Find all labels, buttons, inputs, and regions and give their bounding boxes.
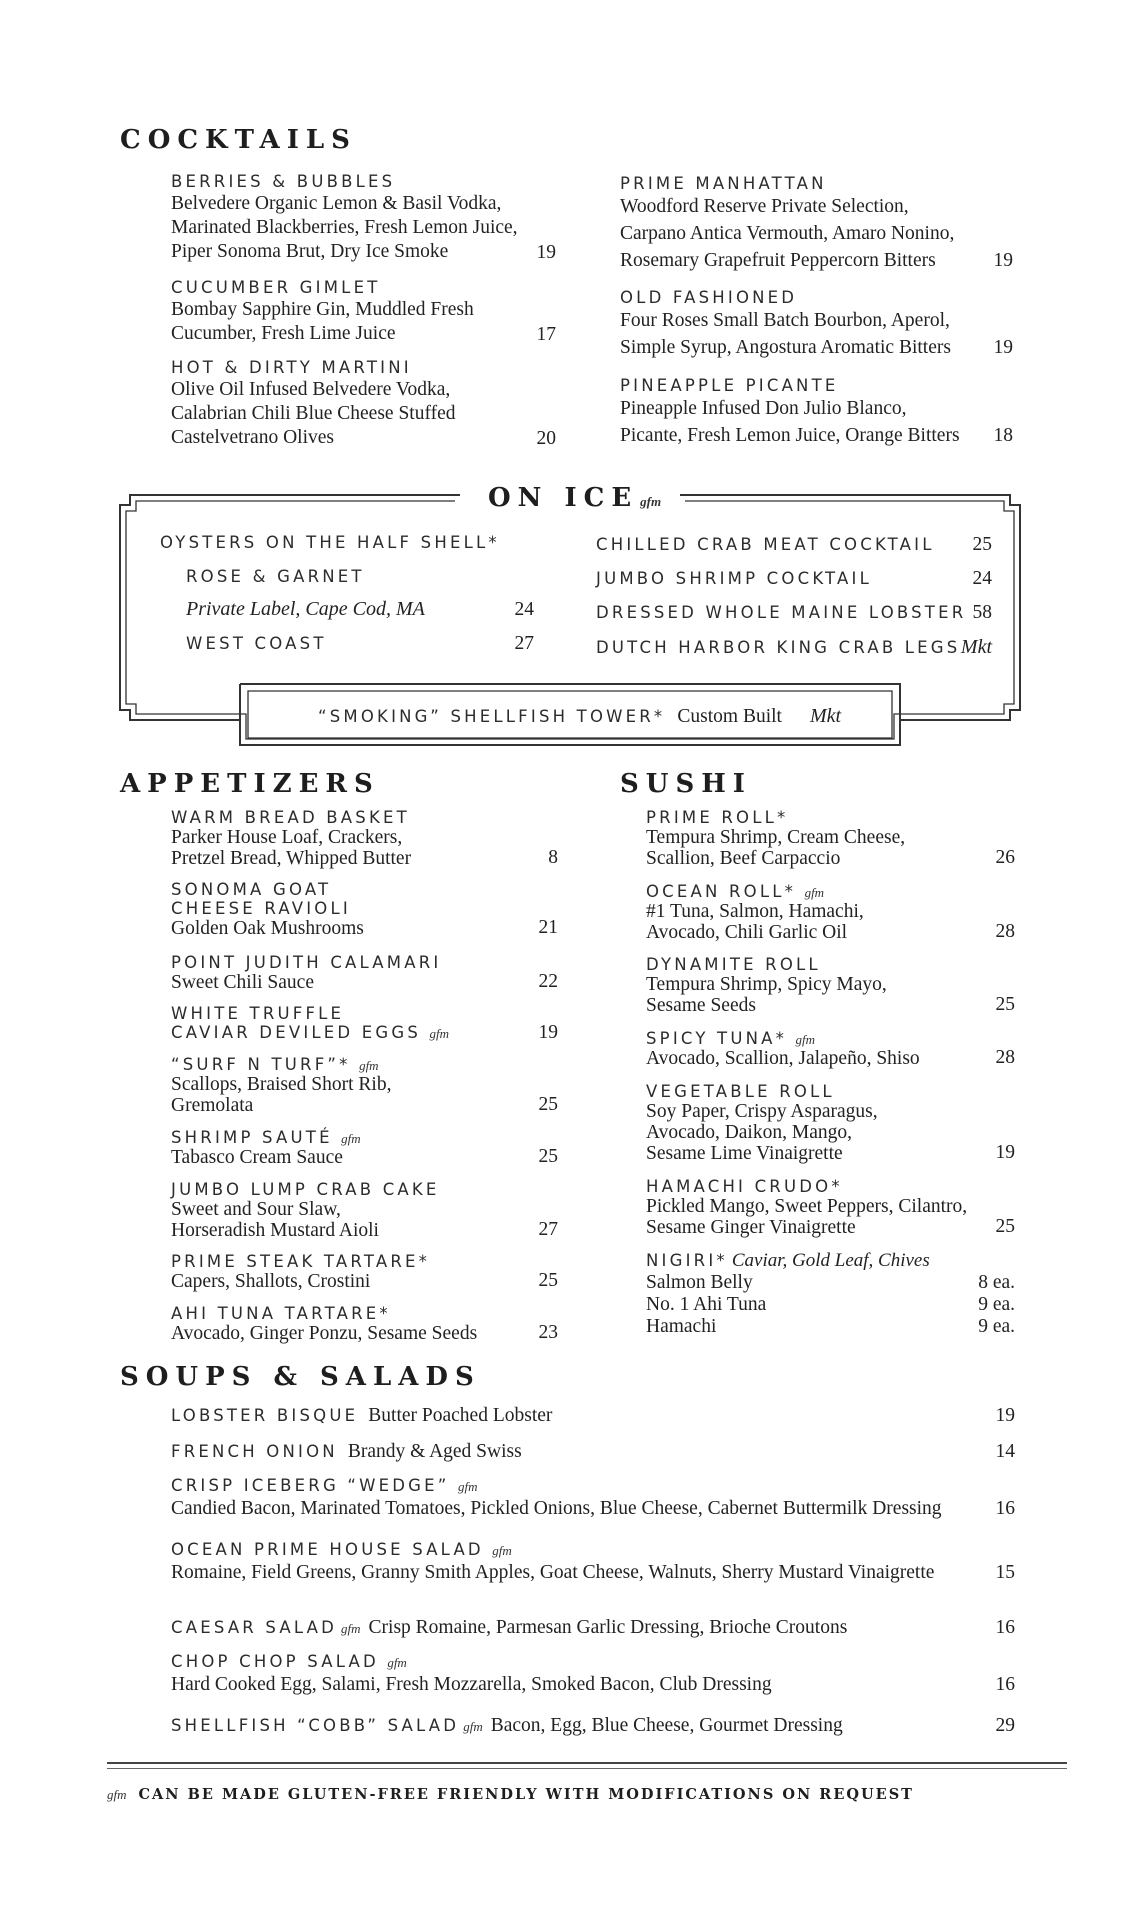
item-name: VEGETABLE ROLL: [646, 1082, 835, 1101]
item-name: “SURF N TURF”* gfm: [171, 1055, 379, 1074]
item-name: SONOMA GOAT: [171, 880, 332, 899]
gfm-mark: gfm: [640, 494, 662, 509]
item-price: 25: [995, 1216, 1015, 1237]
item-name: CUCUMBER GIMLET: [171, 278, 381, 297]
soup-item: [171, 1440, 1015, 1464]
sushi-item: [646, 1177, 1015, 1238]
item-desc: Bombay Sapphire Gin, Muddled Fresh Cucumber, Fresh Lime Juice: [171, 299, 474, 344]
item-price: 19: [538, 1022, 558, 1043]
soups-title: SOUPS & SALADS: [120, 1362, 481, 1392]
tower-desc: Custom Built: [677, 706, 782, 727]
item-price: 58: [972, 602, 992, 623]
appetizer-item: [171, 1128, 558, 1168]
item-desc: Romaine, Field Greens, Granny Smith Apples, Goat Cheese, Walnuts, Sherry Mustard Vinaigrette: [171, 1562, 935, 1583]
item-name: PRIME ROLL*: [646, 808, 789, 827]
item-name: SHRIMP SAUTÉ gfm: [171, 1128, 361, 1147]
item-desc: Four Roses Small Batch Bourbon, Aperol, Simple Syrup, Angostura Aromatic Bitters: [620, 310, 951, 358]
item-desc: Candied Bacon, Marinated Tomatoes, Pickled Onions, Blue Cheese, Cabernet Buttermilk Dressing: [171, 1498, 942, 1519]
item-name: BERRIES & BUBBLES: [171, 172, 396, 191]
gfm-mark: gfm: [429, 1026, 449, 1041]
item-desc: Belvedere Organic Lemon & Basil Vodka, Marinated Blackberries, Fresh Lemon Juice, Piper Sonoma Brut, Dry Ice Smoke: [171, 193, 518, 262]
appetizers-title: APPETIZERS: [120, 769, 380, 799]
item-price: 21: [538, 917, 558, 938]
nigiri-row: Salmon Belly 8 ea.: [646, 1272, 1015, 1293]
oysters-heading: OYSTERS ON THE HALF SHELL*: [160, 533, 500, 552]
item-price: 22: [538, 971, 558, 992]
item-desc: Woodford Reserve Private Selection, Carpano Antica Vermouth, Amaro Nonino, Rosemary Grapefruit Peppercorn Bitters: [620, 196, 955, 271]
appetizer-item: [171, 953, 558, 993]
soup-item: [171, 1476, 1015, 1521]
item-name: FRENCH ONION: [171, 1442, 338, 1461]
item-desc: Soy Paper, Crispy Asparagus, Avocado, Daikon, Mango, Sesame Lime Vinaigrette: [646, 1101, 878, 1164]
item-name: PRIME MANHATTAN: [620, 174, 827, 193]
item-name: CAVIAR DEVILED EGGS gfm: [171, 1023, 449, 1042]
item-price: 17: [536, 324, 556, 345]
item-name: CRISP ICEBERG “WEDGE” gfm: [171, 1476, 478, 1495]
tower-name: “SMOKING” SHELLFISH TOWER*: [318, 707, 666, 726]
item-desc: Pineapple Infused Don Julio Blanco, Picante, Fresh Lemon Juice, Orange Bitters: [620, 398, 960, 446]
item-price: 15: [995, 1562, 1015, 1583]
item-price: 28: [995, 921, 1015, 942]
item-price: 18: [993, 425, 1013, 446]
item-price: 19: [995, 1405, 1015, 1426]
footer-text: CAN BE MADE GLUTEN-FREE FRIENDLY WITH MODIFICATIONS ON REQUEST: [138, 1786, 914, 1803]
item-desc: Sweet and Sour Slaw, Horseradish Mustard Aioli: [171, 1199, 379, 1241]
item-name: HAMACHI CRUDO*: [646, 1177, 843, 1196]
item-desc: Scallops, Braised Short Rib, Gremolata: [171, 1074, 392, 1116]
nigiri-row: Hamachi 9 ea.: [646, 1316, 1015, 1337]
on-ice-item: [596, 602, 992, 624]
appetizer-item: [171, 1180, 558, 1241]
gfm-mark: gfm: [341, 1621, 361, 1636]
item-price: 19: [993, 250, 1013, 271]
item-price: 25: [538, 1094, 558, 1115]
item-name: JUMBO SHRIMP COCKTAIL: [596, 569, 872, 588]
soup-item: [171, 1616, 1015, 1640]
item-price: 28: [995, 1047, 1015, 1068]
west-coast-label: WEST COAST: [186, 634, 327, 653]
item-name: SPICY TUNA* gfm: [646, 1029, 816, 1048]
item-desc: Crisp Romaine, Parmesan Garlic Dressing, Brioche Croutons: [368, 1617, 848, 1638]
item-price: 25: [538, 1270, 558, 1291]
item-price: 25: [995, 994, 1015, 1015]
item-desc: Tempura Shrimp, Cream Cheese, Scallion, Beef Carpaccio: [646, 827, 906, 869]
item-desc: Pickled Mango, Sweet Peppers, Cilantro, Sesame Ginger Vinaigrette: [646, 1196, 968, 1238]
item-name: CHOP CHOP SALAD gfm: [171, 1652, 407, 1671]
item-price: 29: [995, 1715, 1015, 1736]
item-name: LOBSTER BISQUE: [171, 1406, 359, 1425]
soup-item: [171, 1540, 1015, 1585]
west-coast-row: [186, 633, 534, 655]
appetizer-item: [171, 1252, 558, 1292]
item-price: Mkt: [960, 636, 992, 658]
sushi-title: SUSHI: [620, 769, 752, 799]
item-name: OLD FASHIONED: [620, 288, 798, 307]
sushi-item: [646, 882, 1015, 943]
item-name: PRIME STEAK TARTARE*: [171, 1252, 431, 1271]
item-price: 25: [538, 1146, 558, 1167]
sushi-item: [646, 1029, 1015, 1069]
tower-price: Mkt: [809, 705, 842, 727]
appetizer-item: [171, 880, 558, 939]
item-name: OCEAN ROLL* gfm: [646, 882, 825, 901]
footer-divider: [107, 1762, 1067, 1764]
item-price: 24: [972, 568, 992, 589]
item-price: 20: [536, 428, 556, 449]
item-price: 8: [548, 847, 558, 868]
sushi-item: [646, 1082, 1015, 1164]
appetizer-item: [171, 1304, 558, 1344]
gfm-mark: gfm: [107, 1787, 127, 1802]
gfm-mark: gfm: [457, 1479, 478, 1494]
item-price: 19: [993, 337, 1013, 358]
item-price: 16: [995, 1674, 1015, 1695]
nigiri-row: No. 1 Ahi Tuna 9 ea.: [646, 1294, 1015, 1315]
item-price: 27: [538, 1219, 558, 1240]
soup-item: [171, 1652, 1015, 1697]
private-label-desc: Private Label, Cape Cod, MA: [186, 598, 425, 620]
item-name: CAESAR SALAD: [171, 1618, 338, 1637]
footer-note: [107, 1786, 914, 1804]
appetizer-item: [171, 1055, 558, 1116]
item-price: 19: [536, 242, 556, 263]
nigiri-item: [646, 1250, 1015, 1338]
item-name: DUTCH HARBOR KING CRAB LEGS: [596, 638, 961, 657]
appetizer-item: [171, 1004, 558, 1042]
item-desc: Hard Cooked Egg, Salami, Fresh Mozzarella, Smoked Bacon, Club Dressing: [171, 1674, 772, 1695]
item-name: DRESSED WHOLE MAINE LOBSTER: [596, 603, 967, 622]
item-desc: Butter Poached Lobster: [368, 1405, 553, 1426]
appetizer-item: [171, 808, 558, 869]
item-price: 23: [538, 1322, 558, 1343]
item-desc: Parker House Loaf, Crackers, Pretzel Bread, Whipped Butter: [171, 827, 412, 869]
item-price: 27: [514, 633, 534, 654]
soup-item: [171, 1714, 1015, 1738]
sushi-item: [646, 955, 1015, 1016]
item-desc: #1 Tuna, Salmon, Hamachi, Avocado, Chili Garlic Oil: [646, 901, 864, 943]
item-name: SHELLFISH “COBB” SALAD: [171, 1716, 460, 1735]
item-name: DYNAMITE ROLL: [646, 955, 821, 974]
item-name: HOT & DIRTY MARTINI: [171, 358, 412, 377]
item-desc: Sweet Chili Sauce: [171, 972, 314, 993]
item-price: 16: [995, 1498, 1015, 1519]
rose-garnet-label: ROSE & GARNET: [186, 567, 365, 586]
item-name: POINT JUDITH CALAMARI: [171, 953, 442, 972]
gfm-mark: gfm: [359, 1058, 379, 1073]
item-desc: Golden Oak Mushrooms: [171, 918, 364, 939]
item-desc: Bacon, Egg, Blue Cheese, Gourmet Dressing: [490, 1715, 843, 1736]
nigiri-heading: [646, 1250, 1015, 1272]
on-ice-item: [596, 568, 992, 590]
item-name: NIGIRI*: [646, 1251, 728, 1270]
item-price: 24: [514, 599, 534, 620]
item-name: WARM BREAD BASKET: [171, 808, 410, 827]
on-ice-item: [596, 534, 992, 556]
item-desc: Olive Oil Infused Belvedere Vodka, Calabrian Chili Blue Cheese Stuffed Castelvetrano Olives: [171, 379, 456, 448]
sushi-item: [646, 808, 1015, 869]
shellfish-tower: [318, 705, 841, 729]
gfm-mark: gfm: [795, 1032, 816, 1047]
item-price: 19: [995, 1142, 1015, 1163]
item-name: OCEAN PRIME HOUSE SALAD gfm: [171, 1540, 512, 1559]
gfm-mark: gfm: [387, 1655, 407, 1670]
item-name: PINEAPPLE PICANTE: [620, 376, 839, 395]
item-price: 14: [995, 1441, 1015, 1462]
on-ice-item: [596, 636, 992, 659]
item-name: WHITE TRUFFLE: [171, 1004, 345, 1023]
item-name: CHEESE RAVIOLI: [171, 899, 351, 918]
item-name: AHI TUNA TARTARE*: [171, 1304, 391, 1323]
item-desc: Avocado, Ginger Ponzu, Sesame Seeds: [171, 1323, 478, 1344]
item-desc: Capers, Shallots, Crostini: [171, 1271, 371, 1292]
item-desc: Tempura Shrimp, Spicy Mayo, Sesame Seeds: [646, 974, 887, 1016]
footer-divider-thin: [107, 1768, 1067, 1769]
item-name: CHILLED CRAB MEAT COCKTAIL: [596, 535, 935, 554]
gfm-mark: gfm: [804, 885, 825, 900]
on-ice-title: ON ICE gfm: [488, 483, 662, 513]
item-price: 26: [995, 847, 1015, 868]
item-desc: Avocado, Scallion, Jalapeño, Shiso: [646, 1048, 920, 1069]
item-name: JUMBO LUMP CRAB CAKE: [171, 1180, 440, 1199]
item-price: 16: [995, 1617, 1015, 1638]
soup-item: [171, 1404, 1015, 1428]
cocktails-title: COCKTAILS: [120, 125, 357, 155]
gfm-mark: gfm: [463, 1719, 483, 1734]
item-desc: Brandy & Aged Swiss: [347, 1441, 522, 1462]
item-price: 25: [972, 534, 992, 555]
item-desc: Tabasco Cream Sauce: [171, 1147, 343, 1168]
gfm-mark: gfm: [341, 1131, 361, 1146]
gfm-mark: gfm: [492, 1543, 512, 1558]
item-desc: Caviar, Gold Leaf, Chives: [731, 1250, 930, 1271]
private-label-row: [186, 598, 534, 621]
